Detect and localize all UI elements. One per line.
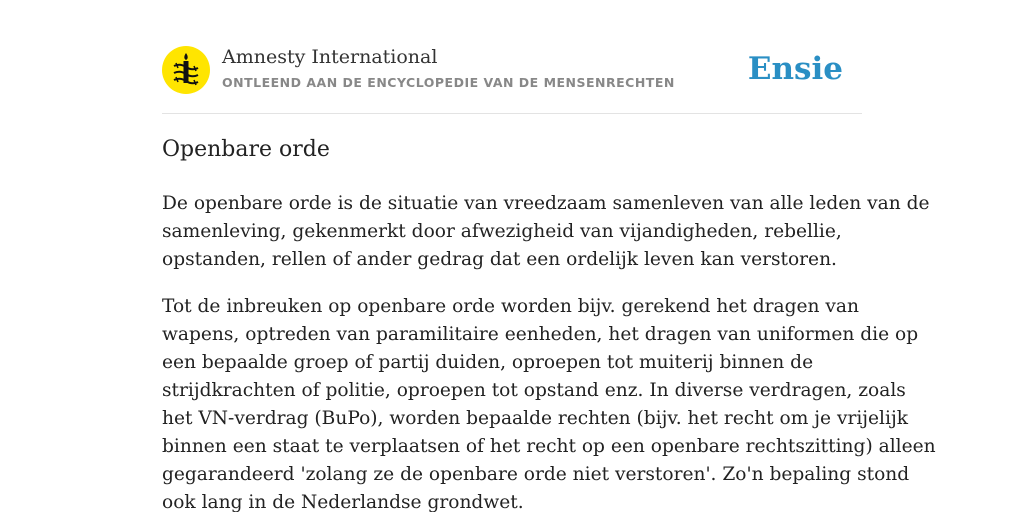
text-line: wapens, optreden van paramilitaire eenheden, het dragen van uniformen die op <box>162 324 919 345</box>
paragraph <box>162 190 930 274</box>
header-divider <box>162 113 862 114</box>
text-line: strijdkrachten of politie, oproepen tot opstand enz. In diverse verdragen, zoals <box>162 380 906 401</box>
text-line: samenleving, gekenmerkt door afwezigheid van vijandigheden, rebellie, <box>162 221 842 242</box>
text-line: gegarandeerd 'zolang ze de openbare orde niet verstoren'. Zo'n bepaling stond <box>162 464 910 485</box>
amnesty-candle-icon <box>162 46 210 94</box>
brand-logo[interactable]: Ensie <box>747 51 843 87</box>
source-subtitle: ONTLEEND AAN DE ENCYCLOPEDIE VAN DE MENSENRECHTEN <box>222 75 675 90</box>
text-line: binnen een staat te verplaatsen of het recht op een openbare rechtszitting) alleen <box>162 436 936 457</box>
text-line: opstanden, rellen of ander gedrag dat een ordelijk leven kan verstoren. <box>162 249 837 270</box>
article-body <box>162 190 936 512</box>
text-line: ook lang in de Nederlandse grondwet. <box>162 492 524 512</box>
text-line: het VN-verdrag (BuPo), worden bepaalde rechten (bijv. het recht om je vrijelijk <box>162 408 908 429</box>
text-line: een bepaalde groep of partij duiden, oproepen tot muiterij binnen de <box>162 352 814 373</box>
source-header <box>162 46 862 96</box>
text-line: Tot de inbreuken op openbare orde worden bijv. gerekend het dragen van <box>162 296 859 317</box>
article-title: Openbare orde <box>162 137 330 162</box>
source-title[interactable]: Amnesty International <box>222 46 438 68</box>
text-line: De openbare orde is de situatie van vreedzaam samenleven van alle leden van de <box>162 193 930 214</box>
paragraph <box>162 293 936 512</box>
